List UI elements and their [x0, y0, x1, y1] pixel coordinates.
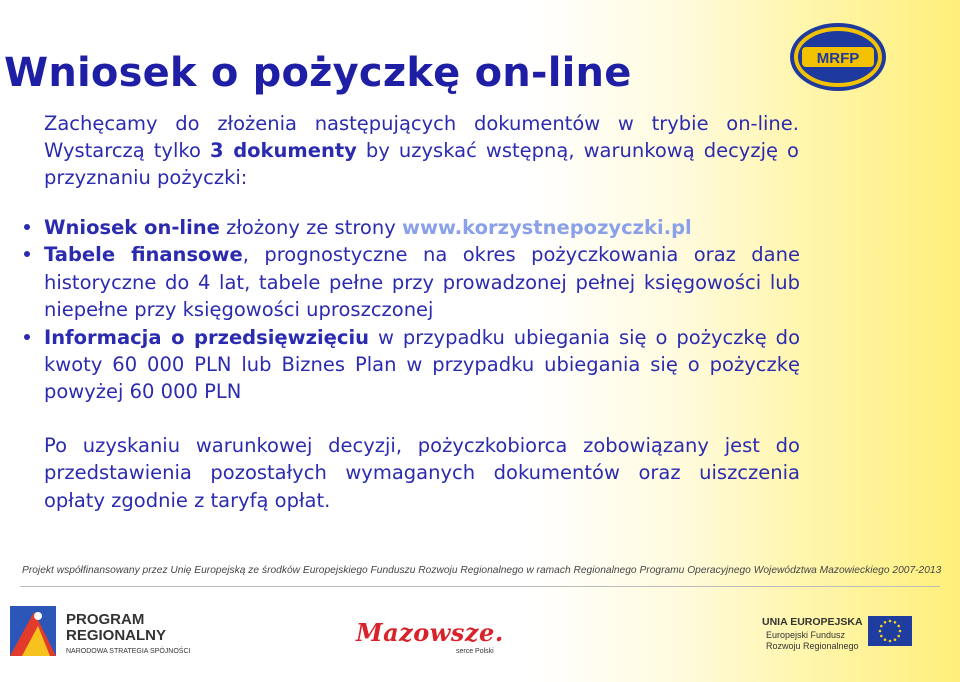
program-regionalny-text	[66, 612, 166, 644]
program-line-1: PROGRAM	[66, 611, 145, 628]
website-link[interactable]: www.korzystnepozyczki.pl	[401, 216, 692, 239]
bullet-item-informacja	[24, 324, 800, 406]
mrfp-logo-text: MRFP	[816, 50, 860, 67]
bullet-dot-icon	[24, 224, 30, 230]
intro-text-2: by uzyskać wstępną, warunkową decyzję o przyznaniu pożyczki:	[44, 139, 799, 189]
cofinancing-note: Projekt współfinansowany przez Unię Europejską ze środków Europejskiego Funduszu Rozwoju Regionalnego w ramach Regionalnego Programu Operacyjnego Województwa Mazowieckiego 2007-2013	[22, 565, 942, 576]
eu-title: UNIA EUROPEJSKA	[762, 616, 863, 628]
bullet-item-tabele	[24, 241, 800, 323]
bullet-bold: Tabele finansowe	[44, 243, 243, 267]
eu-sub-line-1: Europejski Fundusz	[766, 630, 846, 640]
mazowsze-sub: serce Polski	[456, 648, 494, 655]
mrfp-logo	[788, 20, 888, 94]
program-line-2: REGIONALNY	[66, 627, 167, 644]
intro-text-1: Zachęcamy do złożenia następujących dokumentów w trybie on-line. Wystarczą tylko	[44, 112, 799, 162]
program-sub: NARODOWA STRATEGIA SPÓJNOŚCI	[66, 648, 191, 655]
bullet-text: , prognostyczne na okres pożyczkowania oraz dane historyczne do 4 lat, tabele pełne przy prowadzonej pełnej księgowości lub niepełne przy księgowości uproszczonej	[44, 243, 800, 322]
eu-flag-icon	[868, 616, 912, 646]
footer-divider	[20, 586, 940, 587]
program-regionalny-logo	[8, 602, 198, 660]
bullet-list	[24, 214, 800, 406]
page-title: Wniosek o pożyczkę on-line	[4, 50, 632, 96]
eu-sub	[766, 630, 859, 652]
mazowsze-logo	[356, 618, 526, 662]
bullet-text: złożony ze strony	[219, 216, 402, 239]
eu-logo	[762, 612, 942, 656]
program-regionalny-emblem-icon	[8, 602, 60, 660]
closing-paragraph: Po uzyskaniu warunkowej decyzji, pożyczkobiorca zobowiązany jest do przedstawienia pozostałych wymaganych dokumentów oraz uiszczenia opłaty zgodnie z taryfą opłat.	[44, 434, 800, 512]
bullet-dot-icon	[24, 334, 30, 340]
bullet-bold: Wniosek on-line	[44, 216, 220, 239]
eu-sub-line-2: Rozwoju Regionalnego	[766, 641, 859, 651]
bullet-dot-icon	[24, 251, 30, 257]
bullet-text: w przypadku ubiegania się o pożyczkę do kwoty 60 000 PLN lub Biznes Plan w przypadku ubiegania się o pożyczkę powyżej 60 000 PLN	[44, 325, 800, 404]
bullet-item-wniosek	[24, 214, 800, 241]
mazowsze-text: Mazowsze.	[356, 618, 504, 647]
intro-paragraph	[44, 110, 799, 191]
bullet-bold: Informacja o przedsięwzięciu	[44, 325, 370, 349]
intro-bold: 3 dokumenty	[209, 139, 357, 162]
